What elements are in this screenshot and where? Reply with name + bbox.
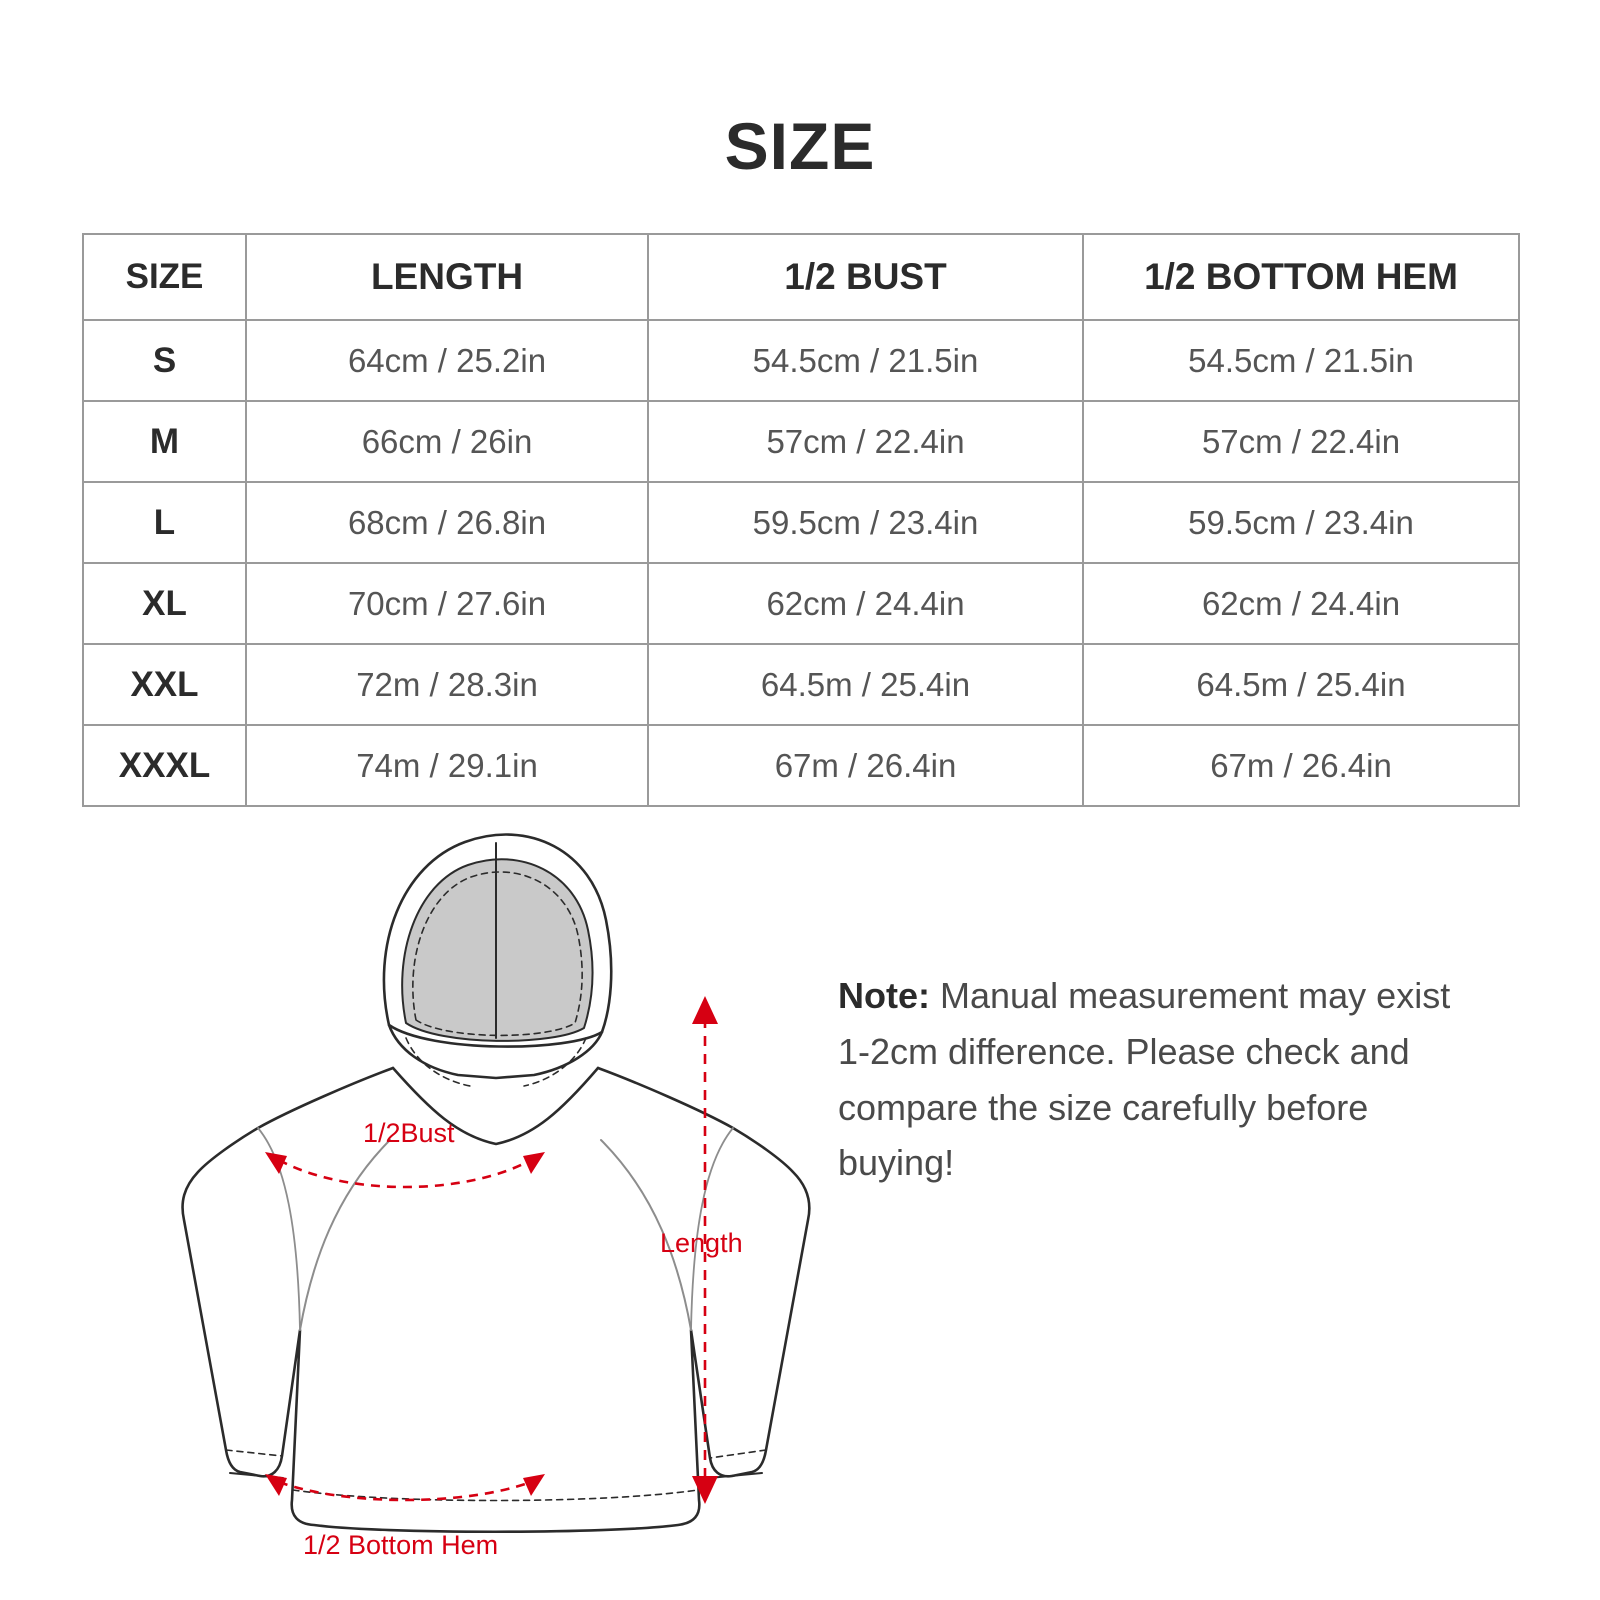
- size-chart-table: [82, 233, 1520, 807]
- cell-size: M: [83, 401, 246, 482]
- cell-length: 66cm / 26in: [246, 401, 648, 482]
- column-header-hem: 1/2 BOTTOM HEM: [1083, 234, 1519, 320]
- cell-bust: 57cm / 22.4in: [648, 401, 1083, 482]
- cell-length: 68cm / 26.8in: [246, 482, 648, 563]
- table-row: [83, 401, 1519, 482]
- cell-hem: 54.5cm / 21.5in: [1083, 320, 1519, 401]
- bust-label: 1/2Bust: [363, 1118, 455, 1148]
- cell-size: S: [83, 320, 246, 401]
- cell-bust: 59.5cm / 23.4in: [648, 482, 1083, 563]
- cell-bust: 67m / 26.4in: [648, 725, 1083, 806]
- cell-size: XXXL: [83, 725, 246, 806]
- column-header-length: LENGTH: [246, 234, 648, 320]
- hem-dimension-arrow: [255, 1460, 555, 1530]
- cell-bust: 62cm / 24.4in: [648, 563, 1083, 644]
- table-row: [83, 563, 1519, 644]
- note-text: Manual measurement may exist 1-2cm difference. Please check and compare the size carefully before buying!: [838, 975, 1451, 1184]
- cell-hem: 57cm / 22.4in: [1083, 401, 1519, 482]
- note-label: Note:: [838, 975, 930, 1016]
- page-title: SIZE: [724, 109, 876, 183]
- cell-hem: 67m / 26.4in: [1083, 725, 1519, 806]
- table-header-row: [83, 234, 1519, 320]
- table-row: [83, 725, 1519, 806]
- cell-length: 64cm / 25.2in: [246, 320, 648, 401]
- bust-dimension-arrow: [255, 1140, 555, 1230]
- column-header-bust: 1/2 BUST: [648, 234, 1083, 320]
- column-header-size: SIZE: [83, 234, 246, 320]
- cell-length: 72m / 28.3in: [246, 644, 648, 725]
- cell-bust: 64.5m / 25.4in: [648, 644, 1083, 725]
- cell-length: 74m / 29.1in: [246, 725, 648, 806]
- table-row: [83, 320, 1519, 401]
- cell-size: XL: [83, 563, 246, 644]
- cell-hem: 62cm / 24.4in: [1083, 563, 1519, 644]
- cell-size: XXL: [83, 644, 246, 725]
- note-block: [838, 968, 1478, 1191]
- cell-size: L: [83, 482, 246, 563]
- cell-length: 70cm / 27.6in: [246, 563, 648, 644]
- length-label: Length: [660, 1228, 743, 1258]
- cell-hem: 64.5m / 25.4in: [1083, 644, 1519, 725]
- hem-label: 1/2 Bottom Hem: [303, 1530, 499, 1560]
- cell-bust: 54.5cm / 21.5in: [648, 320, 1083, 401]
- cell-hem: 59.5cm / 23.4in: [1083, 482, 1519, 563]
- table-row: [83, 644, 1519, 725]
- table-row: [83, 482, 1519, 563]
